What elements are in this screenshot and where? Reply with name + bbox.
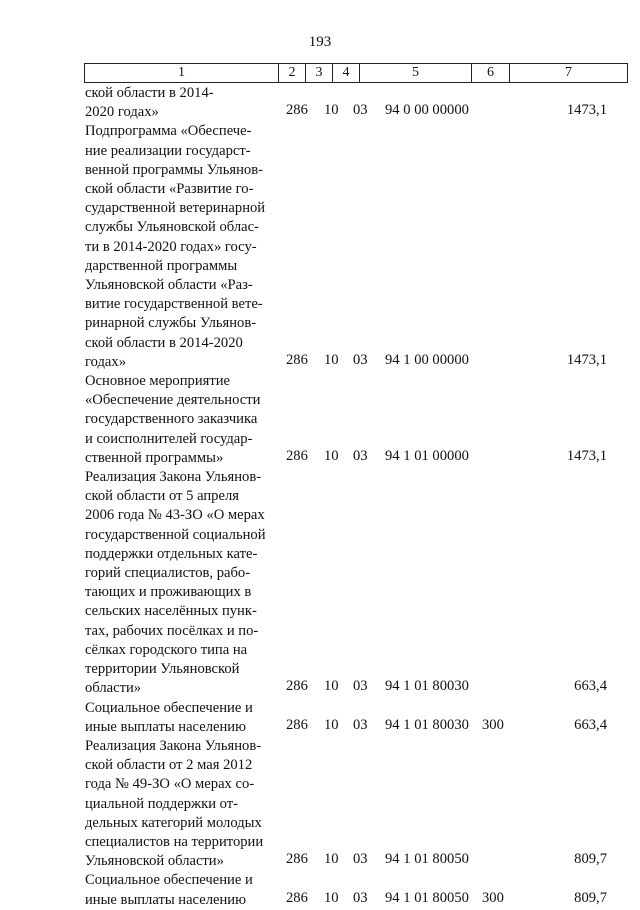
row-subsection: 03: [353, 716, 368, 733]
row-code: 286: [286, 889, 308, 906]
row-amount: 1473,1: [566, 447, 607, 464]
row-description: Реализация Закона Ульянов- ской области от 5 апреля 2006 года № 43-ЗО «О мерах государственной социальной поддержки отдельных кате- горий специалистов, рабо- тающих и проживающих в сельских населённых пунк- тах, рабочих посёлках и по- сёлках городского типа на территории Ульяновской области»: [85, 469, 266, 697]
budget-rows: [0, 84, 640, 910]
column-header-4: 4: [333, 64, 360, 83]
row-subsection: 03: [353, 351, 368, 368]
row-target: 94 1 01 80030: [385, 716, 469, 733]
row-section: 10: [324, 716, 339, 733]
column-header-7: 7: [510, 64, 628, 83]
table-row: [0, 468, 640, 698]
column-header-1: 1: [85, 64, 279, 83]
row-amount: 1473,1: [566, 102, 607, 119]
row-section: 10: [324, 447, 339, 464]
row-description: Реализация Закона Ульянов- ской области от 2 мая 2012 года № 49-ЗО «О мерах со- циальной поддержки от- дельных категорий молодых специалистов на территории Ульяновской области»: [85, 737, 264, 870]
row-subsection: 03: [353, 889, 368, 906]
table-row: [0, 737, 640, 871]
row-target: 94 1 01 80050: [385, 889, 469, 906]
column-header-6: 6: [472, 64, 510, 83]
column-header-table: [84, 63, 628, 83]
row-target: 94 0 00 00000: [385, 102, 469, 119]
row-description: ской области в 2014- 2020 годах»: [85, 85, 214, 121]
column-header-2: 2: [279, 64, 306, 83]
table-row: [0, 699, 640, 737]
row-code: 286: [286, 447, 308, 464]
row-subsection: 03: [353, 447, 368, 464]
row-description: Социальное обеспечение и иные выплаты населению: [85, 699, 253, 735]
row-description: Подпрограмма «Обеспече- ние реализации государст- венной программы Ульянов- ской области «Развитие го- сударственной ветеринарной службы Ульяновской облас- ти в 2014-2020 годах» госу- дарственной программы Ульяновской области «Раз- витие государственной вете- ринарной службы Ульянов- ской области в 2014-2020 годах»: [85, 123, 266, 370]
table-row: [0, 122, 640, 372]
row-section: 10: [324, 851, 339, 868]
row-code: 286: [286, 351, 308, 368]
row-amount: 809,7: [574, 851, 607, 868]
column-header-3: 3: [306, 64, 333, 83]
table-row: [0, 871, 640, 909]
row-target: 94 1 00 00000: [385, 351, 469, 368]
row-expense-type: 300: [482, 889, 504, 906]
column-header-row: [85, 64, 628, 83]
row-description: Основное мероприятие «Обеспечение деятельности государственного заказчика и соисполнителей государ- ственной программы»: [85, 373, 261, 466]
row-section: 10: [324, 351, 339, 368]
row-code: 286: [286, 716, 308, 733]
row-subsection: 03: [353, 678, 368, 695]
row-subsection: 03: [353, 851, 368, 868]
row-amount: 1473,1: [566, 351, 607, 368]
page-number: 193: [308, 34, 332, 50]
row-code: 286: [286, 102, 308, 119]
column-header-5: 5: [360, 64, 472, 83]
row-target: 94 1 01 80050: [385, 851, 469, 868]
row-subsection: 03: [353, 102, 368, 119]
row-code: 286: [286, 678, 308, 695]
table-row: [0, 84, 640, 122]
row-amount: 663,4: [574, 716, 607, 733]
row-section: 10: [324, 678, 339, 695]
row-code: 286: [286, 851, 308, 868]
row-description: Социальное обеспечение и иные выплаты населению: [85, 872, 253, 908]
row-section: 10: [324, 102, 339, 119]
row-section: 10: [324, 889, 339, 906]
table-row: [0, 372, 640, 468]
row-amount: 809,7: [574, 889, 607, 906]
row-amount: 663,4: [574, 678, 607, 695]
row-target: 94 1 01 80030: [385, 678, 469, 695]
row-expense-type: 300: [482, 716, 504, 733]
row-target: 94 1 01 00000: [385, 447, 469, 464]
